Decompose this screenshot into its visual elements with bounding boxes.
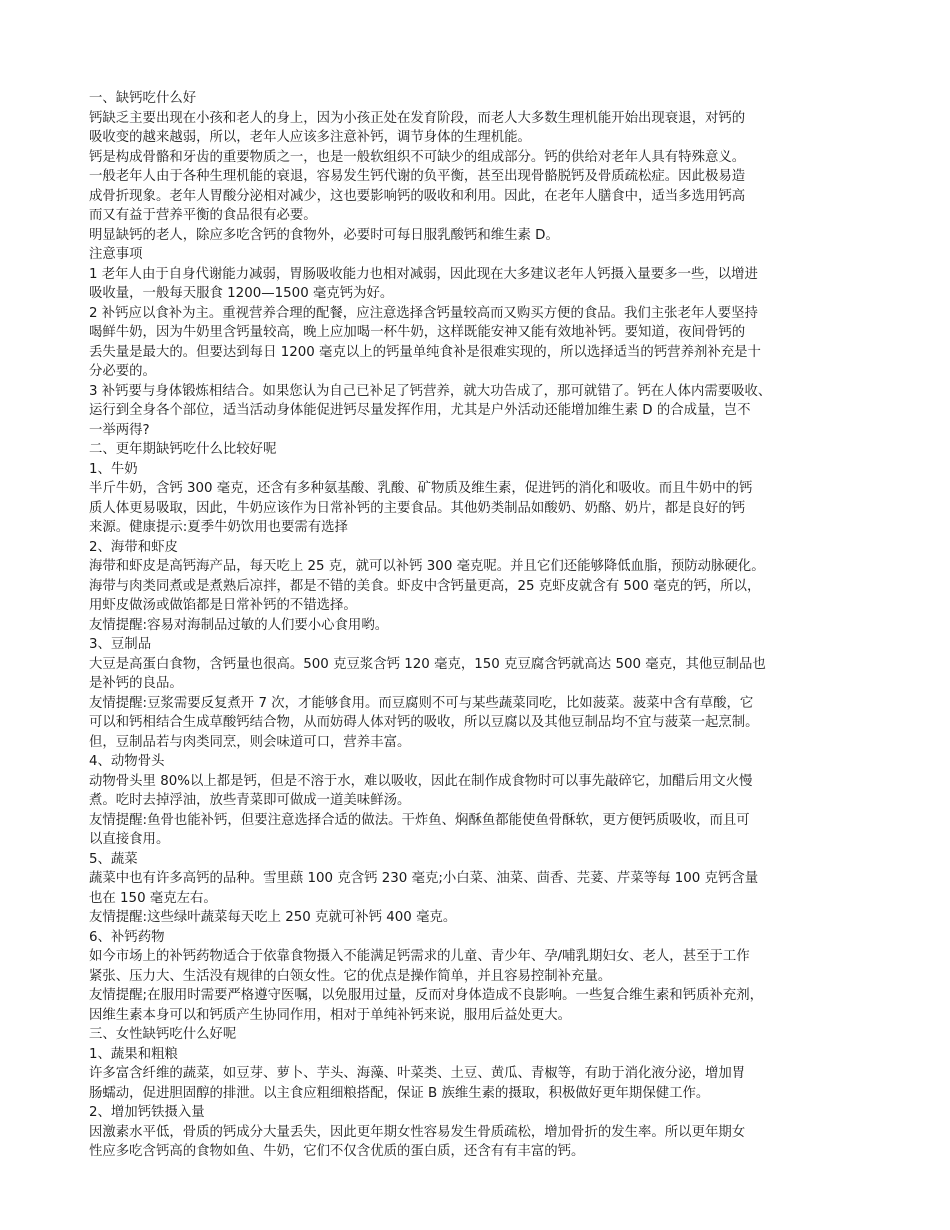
section-heading: 三、女性缺钙吃什么好呢 (89, 1027, 237, 1042)
text-line: 3 补钙要与身体锻炼相结合。如果您认为自己已补足了钙营养，就大功告成了，那可就错了。钙在人体内需要吸收、 (89, 383, 772, 399)
text-line: 分必要的。 (89, 364, 156, 379)
document-body (89, 89, 870, 1162)
subheading: 4、动物骨头 (89, 754, 165, 769)
subheading: 1、蔬果和粗粮 (89, 1046, 178, 1062)
subheading: 2、增加钙铁摄入量 (89, 1105, 205, 1120)
subheading: 3、豆制品 (89, 637, 152, 652)
text-line: 而又有益于营养平衡的食品很有必要。 (89, 208, 317, 223)
text-line: 大豆是高蛋白食物，含钙量也很高。500 克豆浆含钙 120 毫克，150 克豆腐含钙就高达 500 毫克，其他豆制品也 (89, 656, 766, 672)
text-line: 因激素水平低，骨质的钙成分大量丢失，因此更年期女性容易发生骨质疏松，增加骨折的发生率。所以更年期女 (89, 1124, 746, 1140)
text-line: 钙缺乏主要出现在小孩和老人的身上，因为小孩正处在发育阶段，而老人大多数生理机能开始出现衰退，对钙的 (89, 110, 746, 126)
text-line: 性应多吃含钙高的食物如鱼、牛奶，它们不仅含优质的蛋白质，还含有有丰富的钙。 (89, 1144, 585, 1159)
text-line: 明显缺钙的老人，除应多吃含钙的食物外，必要时可每日服乳酸钙和维生素 D。 (89, 227, 559, 243)
text-line: 质人体更易吸取，因此，牛奶应该作为日常补钙的主要食品。其他奶类制品如酸奶、奶酪、奶片，都是良好的钙 (89, 500, 746, 516)
text-line: 一般老年人由于各种生理机能的衰退，容易发生钙代谢的负平衡，甚至出现骨骼脱钙及骨质疏松症。因此极易造 (89, 169, 746, 184)
text-line: 是补钙的良品。 (89, 676, 183, 691)
subheading: 2、海带和虾皮 (89, 539, 178, 555)
text-line: 吸收量，一般每天服食 1200—1500 毫克钙为好。 (89, 286, 394, 301)
subheading: 5、蔬菜 (89, 851, 138, 867)
text-line: 吸收变的越来越弱，所以，老年人应该多注意补钙，调节身体的生理机能。 (89, 130, 531, 145)
text-line: 蔬菜中也有许多高钙的品种。雪里蕻 100 克含钙 230 毫克;小白菜、油菜、茴香、芫荽、芹菜等每 100 克钙含量 (89, 871, 759, 886)
text-line: 一举两得? (89, 422, 150, 438)
text-line: 用虾皮做汤或做馅都是日常补钙的不错选择。 (89, 598, 357, 613)
text-line: 紧张、压力大、生活没有规律的白领女性。它的优点是操作简单，并且容易控制补充量。 (89, 968, 612, 984)
text-line: 也在 150 毫克左右。 (89, 890, 217, 906)
text-line: 1 老年人由于自身代谢能力减弱，胃肠吸收能力也相对减弱，因此现在大多建议老年人钙摄入量要多一些，以增进 (89, 266, 758, 282)
text-line: 但，豆制品若与肉类同烹，则会味道可口，营养丰富。 (89, 734, 411, 750)
subheading: 注意事项 (89, 247, 143, 262)
text-line: 友情提醒:豆浆需要反复煮开 7 次，才能够食用。而豆腐则不可与某些蔬菜同吃，比如菠菜。菠菜中含有草酸，它 (89, 695, 754, 711)
text-line: 煮。吃时去掉浮油，放些青菜即可做成一道美味鲜汤。 (89, 793, 411, 808)
text-line: 友情提醒:这些绿叶蔬菜每天吃上 250 克就可补钙 400 毫克。 (89, 910, 457, 925)
text-line: 友情提醒:容易对海制品过敏的人们要小心食用哟。 (89, 617, 389, 633)
section-heading: 二、更年期缺钙吃什么比较好呢 (89, 442, 277, 457)
text-line: 海带与肉类同煮或是煮熟后凉拌，都是不错的美食。虾皮中含钙量更高，25 克虾皮就含有 500 毫克的钙，所以， (89, 578, 761, 594)
text-line: 来源。健康提示:夏季牛奶饮用也要需有选择 (89, 520, 348, 535)
text-line: 喝鲜牛奶，因为牛奶里含钙量较高，晚上应加喝一杯牛奶，这样既能安神又能有效地补钙。要知道，夜间骨钙的 (89, 325, 746, 340)
subheading: 1、牛奶 (89, 461, 138, 477)
text-line: 动物骨头里 80%以上都是钙，但是不溶于水，难以吸收，因此在制作成食物时可以事先敲碎它，加醋后用文火慢 (89, 773, 753, 789)
text-line: 可以和钙相结合生成草酸钙结合物，从而妨碍人体对钙的吸收，所以豆腐以及其他豆制品均不宜与菠菜一起烹制。 (89, 715, 759, 730)
text-line: 许多富含纤维的蔬菜，如豆芽、萝卜、芋头、海藻、叶菜类、土豆、黄瓜、青椒等，有助于消化液分泌，增加胃 (89, 1066, 746, 1081)
text-line: 如今市场上的补钙药物适合于依靠食物摄入不能满足钙需求的儿童、青少年、孕/哺乳期妇女、老人，甚至于工作 (89, 949, 750, 964)
text-line: 肠蠕动，促进胆固醇的排泄。以主食应粗细粮搭配，保证 B 族维生素的摄取，积极做好更年期保健工作。 (89, 1085, 710, 1101)
section-heading: 一、缺钙吃什么好 (89, 91, 197, 106)
subheading: 6、补钙药物 (89, 929, 165, 945)
text-line: 钙是构成骨骼和牙齿的重要物质之一，也是一般软组织不可缺少的组成部分。钙的供给对老年人具有特殊意义。 (89, 149, 746, 165)
text-line: 2 补钙应以食补为主。重视营养合理的配餐，应注意选择含钙量较高而又购买方便的食品。我们主张老年人要坚持 (89, 305, 758, 321)
text-line: 成骨折现象。老年人胃酸分泌相对减少，这也要影响钙的吸收和利用。因此，在老年人膳食中，适当多选用钙高 (89, 188, 746, 204)
text-line: 丢失量是最大的。但要达到每日 1200 毫克以上的钙量单纯食补是很难实现的，所以选择适当的钙营养剂补充是十 (89, 344, 761, 360)
text-line: 以直接食用。 (89, 832, 170, 847)
text-line: 友情提醒:鱼骨也能补钙，但要注意选择合适的做法。干炸鱼、焖酥鱼都能使鱼骨酥软，更方便钙质吸收，而且可 (89, 812, 750, 828)
text-line: 运行到全身各个部位，适当活动身体能促进钙尽量发挥作用，尤其是户外活动还能增加维生素 D 的合成量，岂不 (89, 403, 751, 418)
text-line: 友情提醒;在服用时需要严格遵守医嘱，以免服用过量，反而对身体造成不良影响。一些复合维生素和钙质补充剂， (89, 988, 764, 1003)
text-line: 因维生素本身可以和钙质产生协同作用，相对于单纯补钙来说，服用后益处更大。 (89, 1007, 572, 1023)
text-line: 半斤牛奶，含钙 300 毫克，还含有多种氨基酸、乳酸、矿物质及维生素，促进钙的消化和吸收。而且牛奶中的钙 (89, 481, 753, 496)
text-line: 海带和虾皮是高钙海产品，每天吃上 25 克，就可以补钙 300 毫克呢。并且它们还能够降低血脂，预防动脉硬化。 (89, 559, 765, 574)
